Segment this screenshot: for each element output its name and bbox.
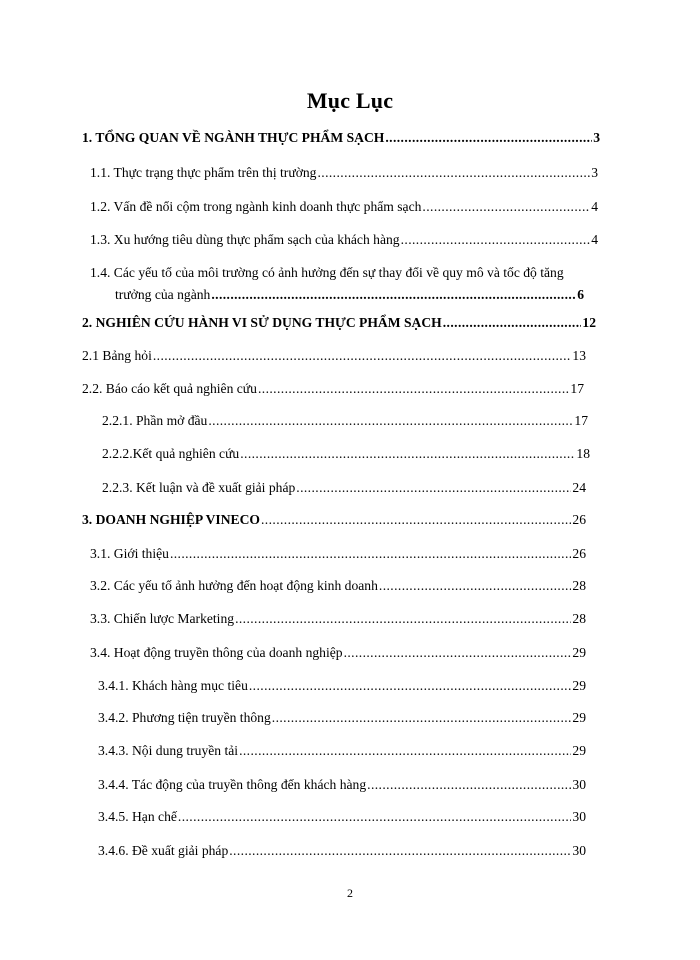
- toc-leader: [258, 381, 569, 397]
- toc-entry-label: 3.4.6. Đề xuất giải pháp: [98, 843, 229, 858]
- toc-entry[interactable]: [90, 199, 598, 215]
- toc-entry-label: 2.2. Báo cáo kết quả nghiên cứu: [82, 381, 257, 396]
- toc-leader: [249, 678, 572, 694]
- toc-title: Mục Lục: [306, 88, 394, 113]
- toc-leader: [153, 348, 572, 364]
- toc-entry[interactable]: [90, 578, 586, 594]
- toc-leader: [229, 843, 571, 859]
- toc-entry-page: 13: [572, 348, 586, 363]
- toc-entry-label: 2.2.1. Phần mở đầu: [102, 413, 208, 428]
- toc-entry-page: 29: [572, 678, 586, 693]
- page-number: 2: [347, 886, 353, 900]
- toc-entry[interactable]: [82, 315, 596, 331]
- toc-entry[interactable]: [90, 611, 586, 627]
- toc-entry[interactable]: [90, 232, 598, 248]
- toc-entry[interactable]: [98, 809, 586, 825]
- toc-leader: [240, 446, 575, 462]
- toc-entry-label: 3.4.4. Tác động của truyền thông đến khách hàng: [98, 777, 367, 792]
- toc-leader: [178, 809, 572, 825]
- toc-leader: [443, 315, 582, 331]
- toc-entry[interactable]: [90, 645, 586, 661]
- toc-entry-label: 1.1. Thực trạng thực phẩm trên thị trường: [90, 165, 317, 180]
- toc-leader: [422, 199, 590, 215]
- toc-leader: [401, 232, 591, 248]
- toc-entry-label: 3.4.3. Nội dung truyền tải: [98, 743, 239, 758]
- toc-entry-page: 30: [572, 809, 586, 824]
- toc-entry-label: 3.4. Hoạt động truyền thông của doanh nghiệp: [90, 645, 343, 660]
- toc-entry-label: 3.2. Các yếu tố ảnh hưởng đến hoạt động kinh doanh: [90, 578, 378, 593]
- toc-entry-page: 29: [572, 710, 586, 725]
- toc-entry-label: 2. NGHIÊN CỨU HÀNH VI SỬ DỤNG THỰC PHẨM SẠCH: [82, 315, 442, 330]
- toc-leader: [239, 743, 571, 759]
- toc-entry-label: trưởng của ngành: [115, 287, 211, 302]
- toc-leader: [379, 578, 572, 594]
- toc-entry-label: 3.4.1. Khách hàng mục tiêu: [98, 678, 248, 693]
- toc-entry[interactable]: [90, 165, 598, 181]
- toc-entry-label: 3.3. Chiến lược Marketing: [90, 611, 235, 626]
- toc-entry[interactable]: [102, 413, 588, 429]
- toc-entry[interactable]: [90, 546, 586, 562]
- toc-entry[interactable]: [98, 777, 586, 793]
- toc-entry[interactable]: [98, 710, 586, 726]
- toc-entry-page: 4: [591, 232, 598, 247]
- toc-entry-page: 4: [591, 199, 598, 214]
- toc-entry[interactable]: [102, 480, 586, 496]
- toc-entry-label: 1.2. Vấn đề nổi cộm trong ngành kinh doanh thực phẩm sạch: [90, 199, 422, 214]
- toc-leader: [367, 777, 571, 793]
- toc-entry-label: 1. TỔNG QUAN VỀ NGÀNH THỰC PHẨM SẠCH: [82, 130, 385, 145]
- toc-entry-page: 29: [572, 743, 586, 758]
- toc-entry-page: 17: [570, 381, 584, 396]
- toc-entry-label: 2.1 Bảng hỏi: [82, 348, 152, 363]
- toc-leader: [385, 130, 592, 146]
- toc-entry-label: 3.4.2. Phương tiện truyền thông: [98, 710, 271, 725]
- toc-entry-label-line1: 1.4. Các yếu tố của môi trường có ảnh hưởng đến sự thay đổi về quy mô và tốc độ tăng: [90, 265, 564, 280]
- toc-entry[interactable]: [102, 446, 590, 462]
- toc-leader: [208, 413, 573, 429]
- toc-leader: [261, 512, 571, 528]
- toc-entry[interactable]: [82, 348, 586, 364]
- toc-entry-page: 26: [572, 512, 586, 527]
- toc-leader: [344, 645, 572, 661]
- toc-entry-page: 12: [582, 315, 596, 330]
- toc-entry-page: 28: [572, 611, 586, 626]
- toc-entry-label: 2.2.2.Kết quả nghiên cứu: [102, 446, 240, 461]
- toc-entry[interactable]: [98, 843, 586, 859]
- toc-leader: [235, 611, 571, 627]
- toc-leader: [317, 165, 590, 181]
- toc-entry[interactable]: [115, 287, 584, 303]
- toc-entry[interactable]: [98, 678, 586, 694]
- toc-entry-page: 29: [572, 645, 586, 660]
- toc-entry-page: 28: [572, 578, 586, 593]
- toc-leader: [296, 480, 571, 496]
- toc-leader: [211, 287, 576, 303]
- toc-entry-page: 30: [572, 843, 586, 858]
- toc-entry-label: 3.1. Giới thiệu: [90, 546, 169, 561]
- toc-entry-page: 3: [593, 130, 600, 145]
- toc-entry[interactable]: [98, 743, 586, 759]
- toc-entry-page: 30: [572, 777, 586, 792]
- toc-entry-label: 2.2.3. Kết luận và đề xuất giải pháp: [102, 480, 296, 495]
- toc-entry-label: 3.4.5. Hạn chế: [98, 809, 177, 824]
- toc-entry[interactable]: [82, 381, 584, 397]
- toc-entry-page: 3: [591, 165, 598, 180]
- toc-leader: [272, 710, 572, 726]
- toc-entry-page: 24: [572, 480, 586, 495]
- toc-entry-label: 1.3. Xu hướng tiêu dùng thực phẩm sạch của khách hàng: [90, 232, 400, 247]
- toc-entry-page: 26: [572, 546, 586, 561]
- toc-leader: [170, 546, 571, 562]
- toc-entry[interactable]: [82, 130, 600, 146]
- toc-entry-page: 6: [577, 287, 584, 302]
- toc-entry-page: 18: [576, 446, 590, 461]
- toc-entry-page: 17: [574, 413, 588, 428]
- toc-entry[interactable]: [82, 512, 586, 528]
- toc-entry-label: 3. DOANH NGHIỆP VINECO: [82, 512, 260, 527]
